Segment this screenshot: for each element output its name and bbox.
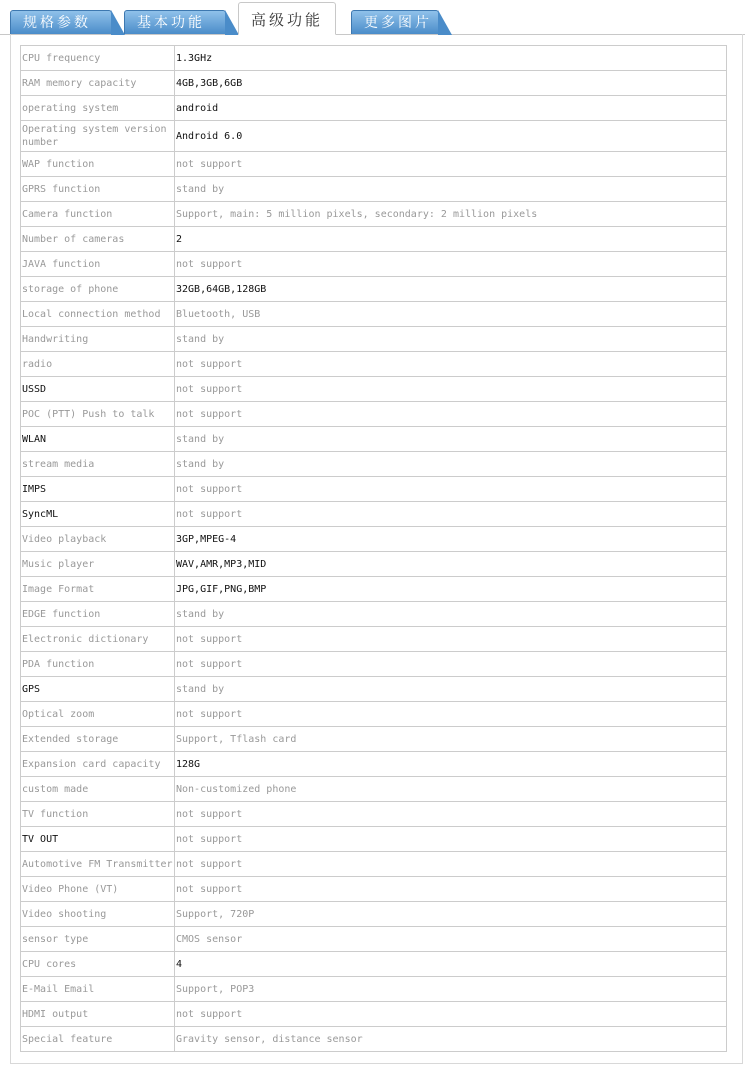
spec-value: CMOS sensor	[175, 927, 727, 952]
spec-label: WLAN	[21, 427, 175, 452]
table-row	[21, 827, 727, 852]
table-row	[21, 677, 727, 702]
spec-label: TV function	[21, 802, 175, 827]
spec-label: JAVA function	[21, 252, 175, 277]
spec-label: Expansion card capacity	[21, 752, 175, 777]
table-row	[21, 277, 727, 302]
spec-value: Support, main: 5 million pixels, secondary: 2 million pixels	[175, 202, 727, 227]
spec-value: 2	[175, 227, 727, 252]
table-row	[21, 46, 727, 71]
table-row	[21, 152, 727, 177]
spec-label: sensor type	[21, 927, 175, 952]
table-row	[21, 727, 727, 752]
table-row	[21, 1027, 727, 1052]
spec-value: not support	[175, 877, 727, 902]
spec-label: Local connection method	[21, 302, 175, 327]
spec-value: 3GP,MPEG-4	[175, 527, 727, 552]
tab-advanced-functions[interactable]: 高级功能	[238, 2, 336, 35]
spec-value: 4	[175, 952, 727, 977]
spec-label: CPU cores	[21, 952, 175, 977]
table-row	[21, 702, 727, 727]
spec-value: Support, 720P	[175, 902, 727, 927]
table-row	[21, 302, 727, 327]
spec-label: POC (PTT) Push to talk	[21, 402, 175, 427]
spec-value: not support	[175, 377, 727, 402]
tab-bar	[0, 0, 745, 35]
spec-label: Special feature	[21, 1027, 175, 1052]
spec-value: 4GB,3GB,6GB	[175, 71, 727, 96]
table-row	[21, 577, 727, 602]
spec-value: not support	[175, 802, 727, 827]
spec-value: not support	[175, 1002, 727, 1027]
tab-specifications[interactable]: 规格参数	[10, 10, 112, 34]
spec-label: Number of cameras	[21, 227, 175, 252]
table-row	[21, 352, 727, 377]
spec-value: Android 6.0	[175, 121, 727, 152]
spec-value: not support	[175, 827, 727, 852]
table-row	[21, 71, 727, 96]
table-row	[21, 752, 727, 777]
table-row	[21, 427, 727, 452]
spec-value: Non-customized phone	[175, 777, 727, 802]
table-row	[21, 477, 727, 502]
table-row	[21, 202, 727, 227]
spec-value: 128G	[175, 752, 727, 777]
spec-label: Automotive FM Transmitter	[21, 852, 175, 877]
spec-value: Support, Tflash card	[175, 727, 727, 752]
spec-label: radio	[21, 352, 175, 377]
table-row	[21, 527, 727, 552]
spec-label: Electronic dictionary	[21, 627, 175, 652]
spec-label: Handwriting	[21, 327, 175, 352]
table-row	[21, 652, 727, 677]
spec-value: android	[175, 96, 727, 121]
table-row	[21, 852, 727, 877]
spec-value: not support	[175, 402, 727, 427]
spec-value: not support	[175, 477, 727, 502]
spec-label: Music player	[21, 552, 175, 577]
table-row	[21, 452, 727, 477]
table-row	[21, 327, 727, 352]
spec-value: not support	[175, 852, 727, 877]
spec-value: not support	[175, 652, 727, 677]
spec-label: HDMI output	[21, 1002, 175, 1027]
table-row	[21, 952, 727, 977]
table-row	[21, 602, 727, 627]
spec-value: stand by	[175, 327, 727, 352]
table-row	[21, 977, 727, 1002]
table-row	[21, 627, 727, 652]
spec-value: WAV,AMR,MP3,MID	[175, 552, 727, 577]
spec-value: not support	[175, 502, 727, 527]
spec-label: operating system	[21, 96, 175, 121]
table-row	[21, 502, 727, 527]
spec-label: USSD	[21, 377, 175, 402]
spec-value: not support	[175, 702, 727, 727]
spec-value: not support	[175, 627, 727, 652]
spec-label: custom made	[21, 777, 175, 802]
spec-label: CPU frequency	[21, 46, 175, 71]
spec-label: Video Phone (VT)	[21, 877, 175, 902]
spec-label: SyncML	[21, 502, 175, 527]
table-row	[21, 1002, 727, 1027]
spec-value: not support	[175, 152, 727, 177]
table-row	[21, 227, 727, 252]
spec-label: PDA function	[21, 652, 175, 677]
spec-label: Operating system version number	[21, 121, 175, 152]
table-row	[21, 377, 727, 402]
table-row	[21, 96, 727, 121]
table-row	[21, 177, 727, 202]
spec-label: storage of phone	[21, 277, 175, 302]
spec-value: Bluetooth, USB	[175, 302, 727, 327]
spec-value: 1.3GHz	[175, 46, 727, 71]
spec-label: GPS	[21, 677, 175, 702]
table-row	[21, 402, 727, 427]
spec-table	[20, 45, 727, 1052]
table-row	[21, 252, 727, 277]
table-row	[21, 927, 727, 952]
spec-value: Support, POP3	[175, 977, 727, 1002]
spec-value: not support	[175, 352, 727, 377]
spec-label: EDGE function	[21, 602, 175, 627]
table-row	[21, 121, 727, 152]
spec-value: JPG,GIF,PNG,BMP	[175, 577, 727, 602]
spec-value: stand by	[175, 677, 727, 702]
spec-value: stand by	[175, 602, 727, 627]
spec-label: Image Format	[21, 577, 175, 602]
spec-label: Extended storage	[21, 727, 175, 752]
spec-value: Gravity sensor, distance sensor	[175, 1027, 727, 1052]
spec-label: Camera function	[21, 202, 175, 227]
spec-label: stream media	[21, 452, 175, 477]
spec-label: E-Mail Email	[21, 977, 175, 1002]
spec-label: IMPS	[21, 477, 175, 502]
spec-label: GPRS function	[21, 177, 175, 202]
spec-value: stand by	[175, 427, 727, 452]
spec-value: not support	[175, 252, 727, 277]
spec-label: Optical zoom	[21, 702, 175, 727]
table-row	[21, 777, 727, 802]
table-row	[21, 802, 727, 827]
spec-label: TV OUT	[21, 827, 175, 852]
spec-label: RAM memory capacity	[21, 71, 175, 96]
table-row	[21, 877, 727, 902]
tab-basic-functions[interactable]: 基本功能	[124, 10, 226, 34]
table-row	[21, 552, 727, 577]
spec-value: stand by	[175, 177, 727, 202]
spec-value: stand by	[175, 452, 727, 477]
spec-label: WAP function	[21, 152, 175, 177]
spec-label: Video playback	[21, 527, 175, 552]
spec-value: 32GB,64GB,128GB	[175, 277, 727, 302]
tab-more-pictures[interactable]: 更多图片	[351, 10, 439, 34]
table-row	[21, 902, 727, 927]
spec-label: Video shooting	[21, 902, 175, 927]
